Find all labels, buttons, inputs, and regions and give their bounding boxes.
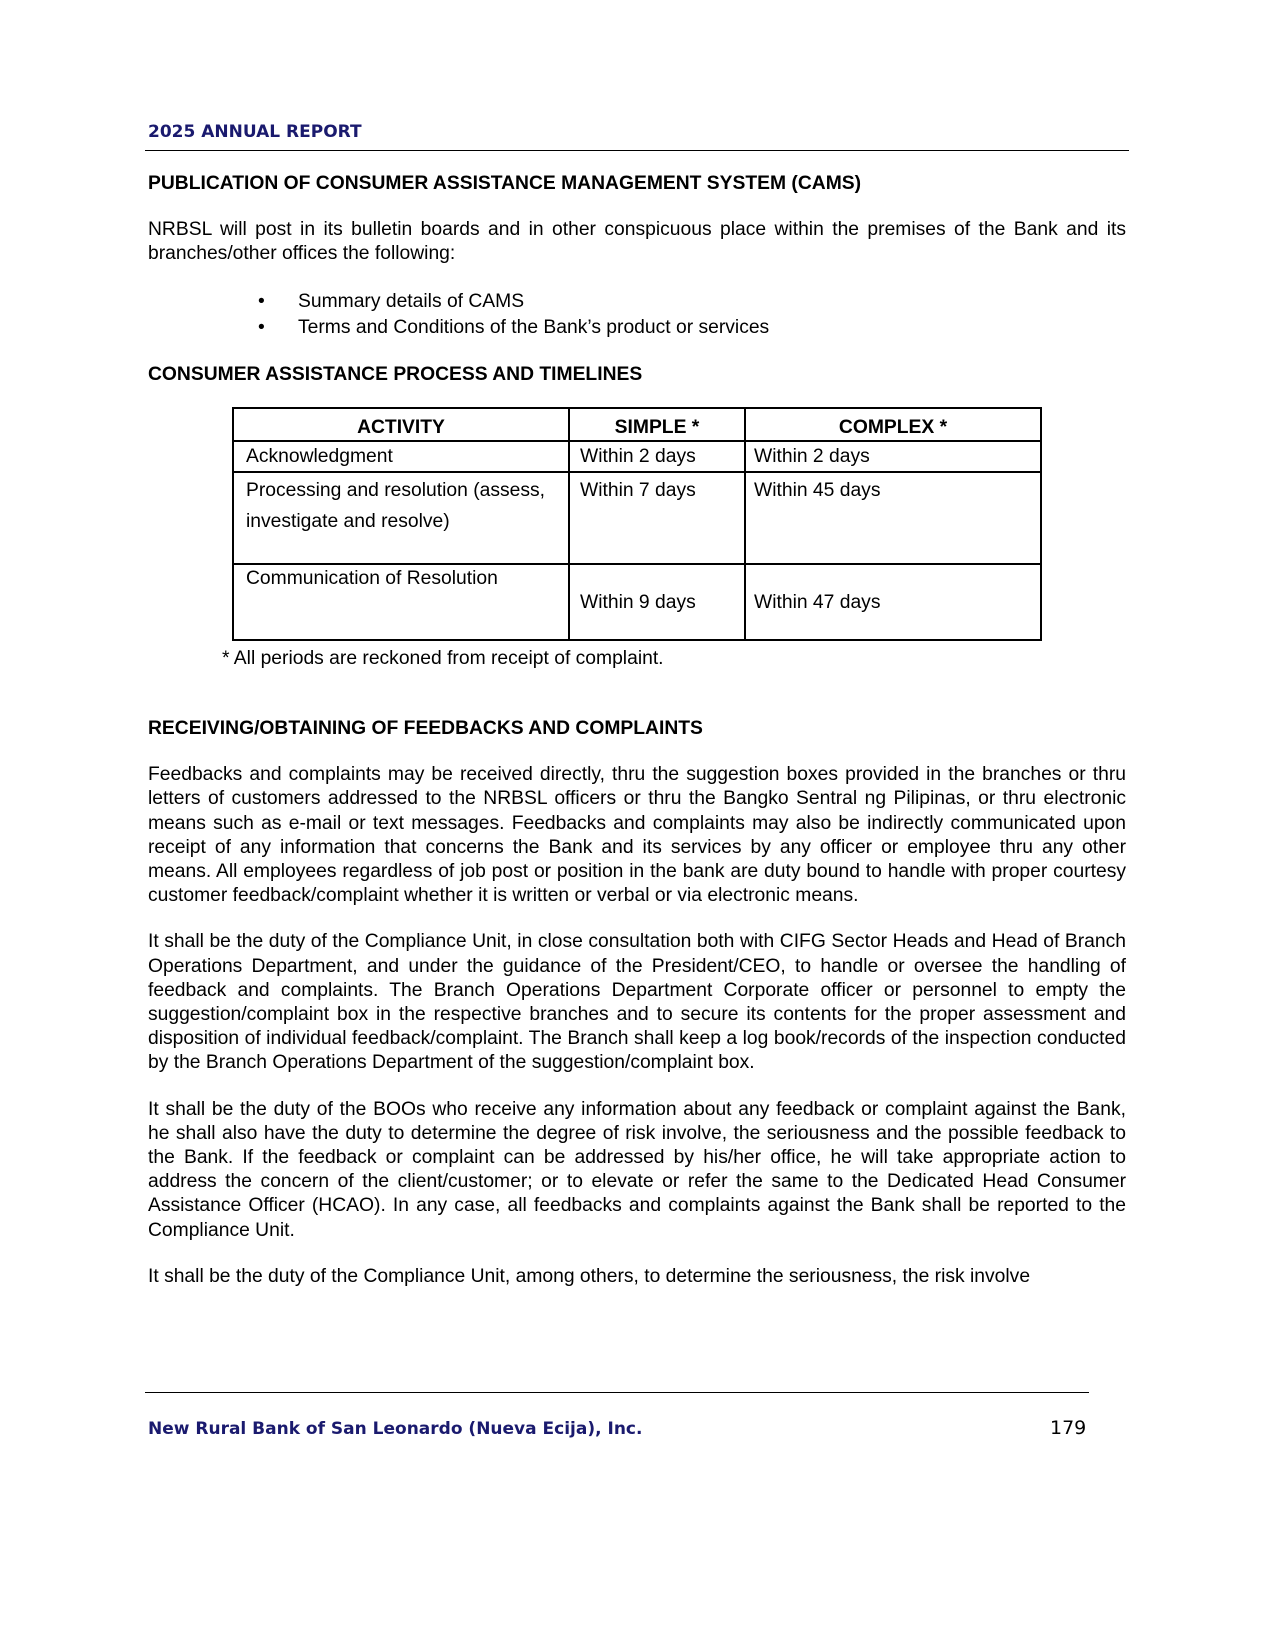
timelines-table: [232, 407, 1042, 641]
receiving-paragraph-3: It shall be the duty of the BOOs who receive any information about any feedback or complaint against the Bank, he shall also have the duty to determine the degree of risk involve, the seriousness and the possible feedback to the Bank. If the feedback or complaint can be addressed by his/her office, he will take appropriate action to address the concern of the client/customer; or to elevate or refer the same to the Dedicated Head Consumer Assistance Officer (HCAO). In any case, all feedbacks and complaints against the Bank shall be reported to the Compliance Unit.: [148, 1098, 1126, 1241]
publication-bullet-list: [148, 289, 1126, 341]
footer-divider: [145, 1392, 1089, 1393]
activity-cell: Communication of Resolution: [233, 564, 569, 640]
bullet-icon: •: [258, 290, 265, 312]
column-header-simple: SIMPLE *: [569, 408, 745, 441]
report-header-title: 2025 ANNUAL REPORT: [148, 122, 362, 142]
column-header-complex: COMPLEX *: [745, 408, 1041, 441]
table-header-row: [233, 408, 1041, 441]
bullet-text: Terms and Conditions of the Bank’s product or services: [298, 316, 770, 338]
table-footnote: * All periods are reckoned from receipt of complaint.: [222, 647, 664, 669]
simple-cell: Within 9 days: [569, 564, 745, 640]
process-heading: CONSUMER ASSISTANCE PROCESS AND TIMELINES: [148, 363, 643, 385]
complex-cell: Within 2 days: [745, 441, 1041, 472]
page-number: 179: [1050, 1417, 1087, 1439]
complex-cell: Within 45 days: [745, 472, 1041, 564]
simple-cell: Within 7 days: [569, 472, 745, 564]
receiving-heading: RECEIVING/OBTAINING OF FEEDBACKS AND COMPLAINTS: [148, 718, 703, 740]
complex-cell: Within 47 days: [745, 564, 1041, 640]
receiving-paragraph-2: It shall be the duty of the Compliance Unit, in close consultation both with CIFG Sector Heads and Head of Branch Operations Department, and under the guidance of the President/CEO, to handle or oversee the handling of feedback and complaints. The Branch Operations Department Corporate officer or personnel to empty the suggestion/complaint box in the respective branches and to secure its contents for the proper assessment and disposition of individual feedback/complaint. The Branch shall keep a log book/records of the inspection conducted by the Branch Operations Department of the suggestion/complaint box.: [148, 931, 1126, 1074]
list-item: [258, 289, 1126, 315]
timelines-table-wrapper: [232, 407, 1042, 641]
table-row: [233, 441, 1041, 472]
footer-organization-name: New Rural Bank of San Leonardo (Nueva Ecija), Inc.: [148, 1419, 643, 1439]
activity-cell: Processing and resolution (assess, investigate and resolve): [233, 472, 569, 564]
column-header-activity: ACTIVITY: [233, 408, 569, 441]
activity-cell: Acknowledgment: [233, 441, 569, 472]
publication-intro: NRBSL will post in its bulletin boards and in other conspicuous place within the premises of the Bank and its branches/other offices the following:: [148, 219, 1126, 265]
list-item: [258, 315, 1126, 341]
receiving-paragraph-1: Feedbacks and complaints may be received directly, thru the suggestion boxes provided in the branches or thru letters of customers addressed to the NRBSL officers or thru the Bangko Sentral ng Pilipinas, or thru electronic means such as e-mail or text messages. Feedbacks and complaints may also be indirectly communicated upon receipt of any information that concerns the Bank and its services by any officer or employee thru any other means. All employees regardless of job post or position in the bank are duty bound to handle with proper courtesy customer feedback/complaint whether it is written or verbal or via electronic means.: [148, 764, 1126, 907]
bullet-text: Summary details of CAMS: [298, 290, 525, 312]
table-row: [233, 564, 1041, 640]
simple-cell: Within 2 days: [569, 441, 745, 472]
page-content: [148, 172, 1126, 1289]
bullet-icon: •: [258, 316, 265, 338]
publication-heading: PUBLICATION OF CONSUMER ASSISTANCE MANAGEMENT SYSTEM (CAMS): [148, 173, 862, 194]
header-divider: [145, 150, 1129, 151]
receiving-paragraph-4: It shall be the duty of the Compliance Unit, among others, to determine the seriousness, the risk involve: [148, 1265, 1031, 1287]
table-row: [233, 472, 1041, 564]
